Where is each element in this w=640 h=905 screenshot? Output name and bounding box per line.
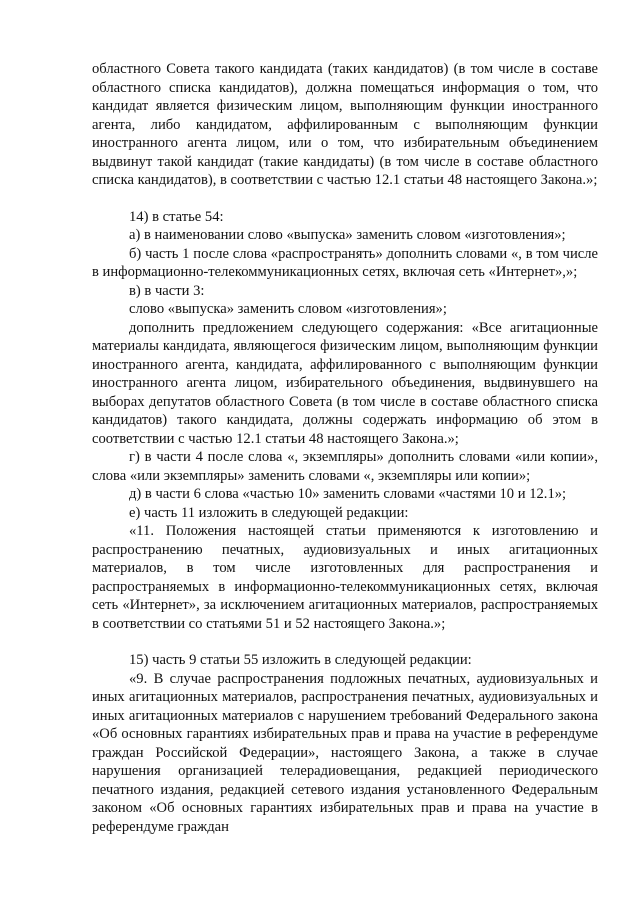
paragraph-part-9: «9. В случае распространения подложных печатных, аудиовизуальных и иных агитационных материалов, распространения печатных, аудиовизуальных и иных агитационных материалов с нарушением требований Федерального закона «Об основных гарантиях избирательных прав и права на участие в референдуме граждан Российской Федерации», настоящего Закона, а также в случае нарушения организацией телерадиовещания, редакцией периодического печатного издания, редакцией сетевого издания установленного Федеральным законом «Об основных гарантиях избирательных прав и права на участие в референдуме граждан [92, 670, 598, 835]
paragraph-subitem-v: в) в части 3: [129, 282, 205, 299]
document-page [92, 60, 598, 836]
paragraph-subitem-b: б) часть 1 после слова «распространять» дополнить словами «, в том числе в информационно-телекоммуникационных сетях, включая сеть «Интернет»,»; [92, 245, 598, 280]
paragraph-subitem-g: г) в части 4 после слова «, экземпляры» дополнить словами «или копии», слова «или экземпляры» заменить словами «, экземпляры или копии»; [92, 449, 598, 484]
paragraph-continuation: областного Совета такого кандидата (таких кандидатов) (в том числе в составе областного списка кандидатов), должна помещаться информация о том, что кандидат является физическим лицом, выполняющим функции иностранного агента, либо кандидатом, аффилированным с выполняющим функции иностранного агента лицом, или о том, что избирательным объединением выдвинут такой кандидат (такие кандидаты) (в том числе в составе областного списка кандидатов), в соответствии с частью 12.1 статьи 48 настоящего Закона.»; [92, 61, 598, 188]
paragraph-part-11: «11. Положения настоящей статьи применяются к изготовлению и распространению печатных, аудиовизуальных и иных агитационных материалов, в том числе изготовленных для распространения и распространяемых в информационно-телекоммуникационных сетях, включая сеть «Интернет», за исключением агитационных материалов, распространяемых в соответствии со статьями 51 и 52 настоящего Закона.»; [92, 523, 598, 632]
paragraph-item-15: 15) часть 9 статьи 55 изложить в следующей редакции: [129, 652, 472, 668]
paragraph-subitem-d: д) в части 6 слова «частью 10» заменить словами «частями 10 и 12.1»; [129, 486, 567, 502]
paragraph-subitem-a: а) в наименовании слово «выпуска» заменить словом «изготовления»; [129, 227, 566, 243]
paragraph-item-14: 14) в статье 54: [129, 208, 224, 225]
paragraph-subitem-v-2: дополнить предложением следующего содержания: «Все агитационные материалы кандидата, являющегося физическим лицом, выполняющим функции иностранного агента, кандидата, аффилированного с выполняющим функции иностранного агента лицом, избирательного объединения, выдвинувшего на выборах депутатов областного Совета (в том числе в составе областного списка кандидатов) такого кандидата, должны содержать информацию об этом в соответствии с частью 12.1 статьи 48 настоящего Закона.»; [92, 319, 598, 447]
paragraph-subitem-v-1: слово «выпуска» заменить словом «изготовления»; [129, 301, 447, 317]
paragraph-subitem-e: е) часть 11 изложить в следующей редакции: [129, 504, 409, 521]
